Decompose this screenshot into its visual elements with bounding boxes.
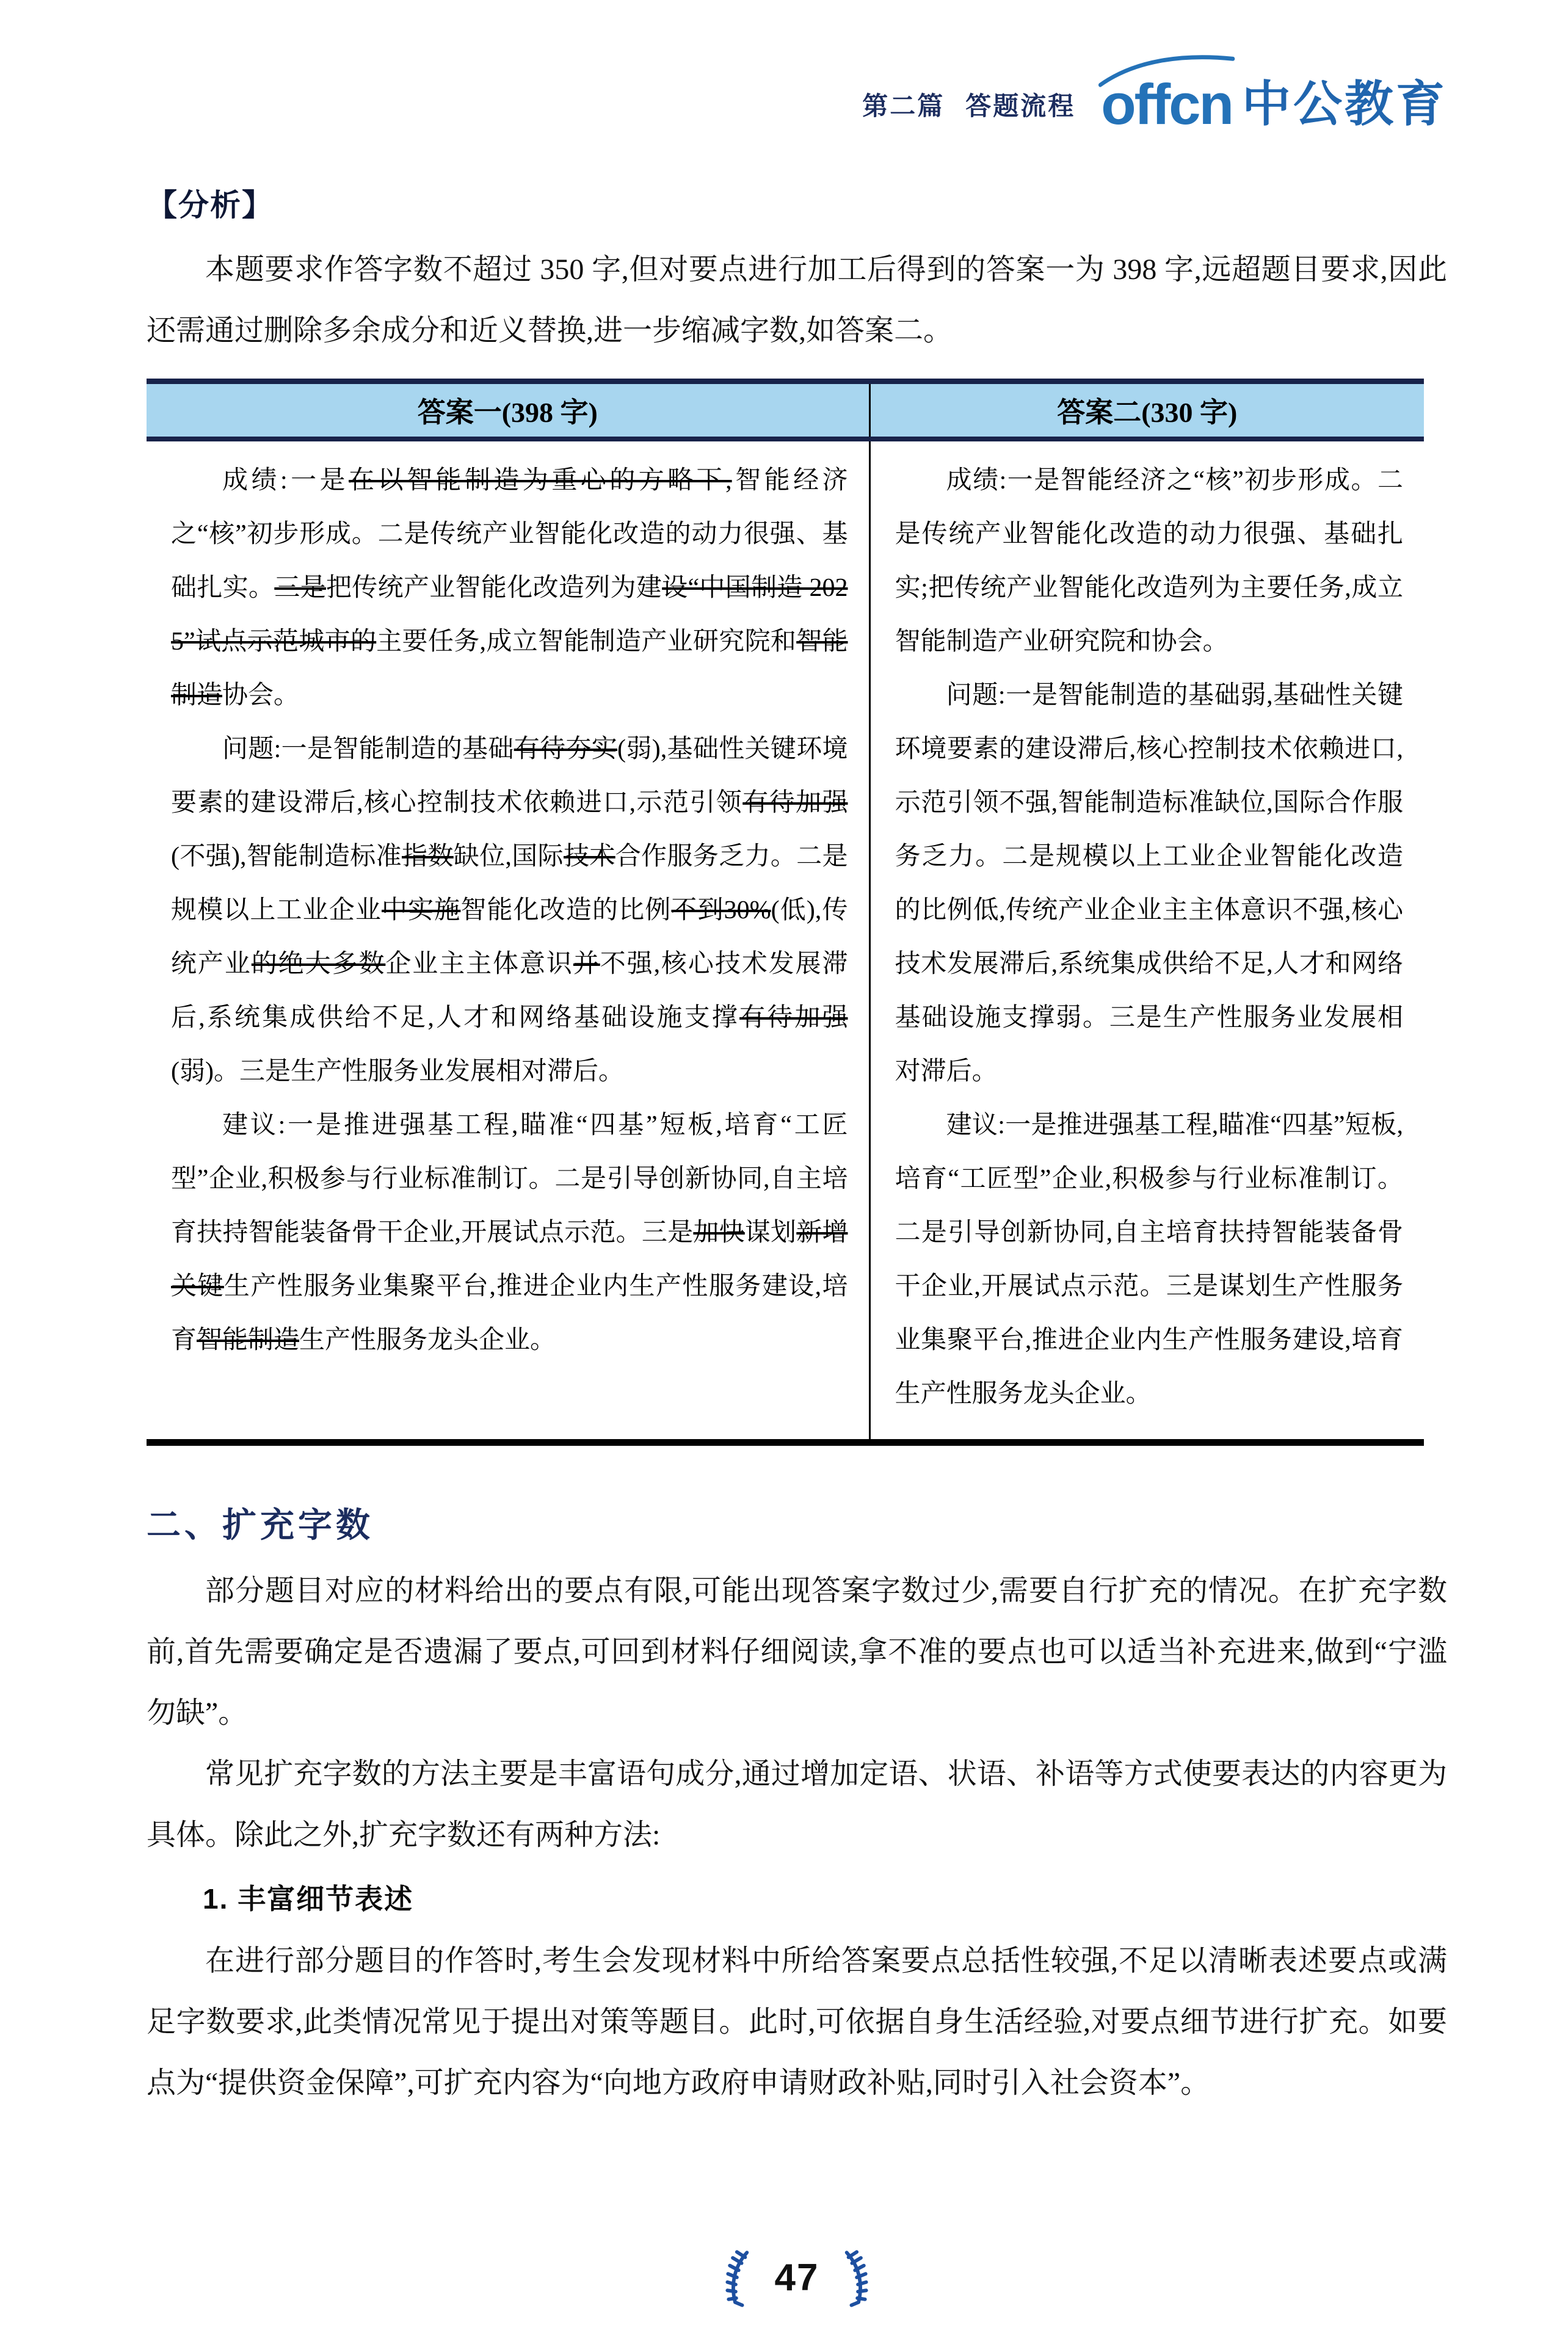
answer-text: 建议:一是推进强基工程,瞄准“四基”短板,培育“工匠型”企业,积极参与行业标准制订。二是引导创新协同,自主培育扶持智能装备骨干企业,开展试点示范。三是 bbox=[171, 1111, 848, 1247]
deleted-text: 三是 bbox=[274, 573, 326, 602]
answer-text: 成绩:一是 bbox=[222, 466, 349, 495]
section-paragraph-3: 在进行部分题目的作答时,考生会发现材料中所给答案要点总括性较强,不足以清晰表述要点或满足字数要求,此类情况常见于提出对策等题目。此时,可依据自身生活经验,对要点细节进行扩充。如要点为“提供资金保障”,可扩充内容为“向地方政府申请财政补贴,同时引入社会资本”。 bbox=[147, 1944, 1447, 2099]
deleted-text: 智能制造 bbox=[197, 1326, 300, 1354]
deleted-text: 有待加强 bbox=[742, 788, 848, 817]
section-heading: 二、扩充字数 bbox=[147, 1505, 374, 1544]
brand-logo bbox=[1101, 72, 1447, 136]
table-header-answer2: 答案二(330 字) bbox=[869, 382, 1424, 439]
offcn-logo bbox=[1101, 72, 1232, 136]
table-body-row bbox=[147, 439, 1424, 1443]
deleted-text: 中实施 bbox=[382, 896, 461, 924]
answer-text: 智能化改造的比例 bbox=[460, 896, 672, 924]
answer-text: (不强),智能制造标准 bbox=[171, 842, 402, 871]
analysis-heading: 【分析】 bbox=[147, 188, 274, 222]
deleted-text: 技术 bbox=[563, 842, 615, 871]
answers-comparison-table bbox=[147, 379, 1424, 1446]
running-head bbox=[147, 68, 1447, 140]
answer-paragraph bbox=[895, 1098, 1403, 1421]
deleted-text: 并 bbox=[573, 949, 600, 978]
section-paragraph-2: 常见扩充字数的方法主要是丰富语句成分,通过增加定语、状语、补语等方式使要表达的内容更为具体。除此之外,扩充字数还有两种方法: bbox=[147, 1757, 1447, 1851]
deleted-text: 不到30% bbox=[671, 896, 771, 924]
deleted-text: 加快 bbox=[693, 1218, 745, 1247]
table-header-answer1: 答案一(398 字) bbox=[147, 382, 869, 439]
swoosh-icon bbox=[1098, 53, 1235, 89]
chapter-label: 第二篇 bbox=[862, 92, 945, 120]
chapter-title: 答题流程 bbox=[965, 92, 1076, 120]
answer-paragraph bbox=[895, 454, 1403, 669]
answer-text: (弱)。三是生产性服务业发展相对滞后。 bbox=[171, 1057, 624, 1086]
answer-text: 问题:一是智能制造的基础弱,基础性关键环境要素的建设滞后,核心控制技术依赖进口,示范引领不强,智能制造标准缺位,国际合作服务乏力。二是规模以上工业企业智能化改造的比例低,传统产业企业主主体意识不强,核心技术发展滞后,系统集成供给不足,人才和网络基础设施支撑弱。三是生产性服务业发展相对滞后。 bbox=[895, 681, 1403, 1086]
answer-text: 生产性服务业集聚平台,推进企业内生产性服务建设,培育 bbox=[171, 1272, 848, 1354]
answer-text: 主要任务,成立智能制造产业研究院和 bbox=[376, 627, 797, 656]
answer-paragraph bbox=[895, 669, 1403, 1098]
answer-text: 问题:一是智能制造的基础 bbox=[222, 735, 514, 763]
answer-text: 不强,核心技术发展滞后,系统集成供给不足,人才和网络基础设施支撑 bbox=[171, 949, 848, 1032]
chapter-breadcrumb bbox=[862, 86, 1075, 123]
answer-text: 成绩:一是智能经济之“核”初步形成。二是传统产业智能化改造的动力很强、基础扎实;把传统产业智能化改造列为主要任务,成立智能制造产业研究院和协会。 bbox=[895, 466, 1403, 656]
sub-heading-enrich-details: 1. 丰富细节表述 bbox=[203, 1882, 414, 1915]
deleted-text: 有待夯实 bbox=[514, 735, 618, 763]
deleted-text: 的绝大多数 bbox=[251, 949, 386, 978]
answer2-cell bbox=[869, 439, 1424, 1443]
table-header-row bbox=[147, 382, 1424, 439]
answer-text: 缺位,国际 bbox=[453, 842, 564, 871]
laurel-right-icon bbox=[841, 2247, 879, 2308]
answer-text: 合作服务乏力。二是规模以上工业企业 bbox=[171, 842, 848, 924]
deleted-text: 设“中国制造 2025”试点示范城市的 bbox=[171, 573, 848, 656]
deleted-text: 有待加强 bbox=[739, 1003, 848, 1032]
answer-text: 智能经济之“核”初步形成。二是传统产业智能化改造的动力很强、基础扎实。 bbox=[171, 466, 848, 602]
answer-text: 谋划 bbox=[744, 1218, 797, 1247]
section-paragraph-1: 部分题目对应的材料给出的要点有限,可能出现答案字数过少,需要自行扩充的情况。在扩充字数前,首先需要确定是否遗漏了要点,可回到材料仔细阅读,拿不准的要点也可以适当补充进来,做到“宁滥勿缺”。 bbox=[147, 1574, 1447, 1729]
page-footer bbox=[147, 2229, 1447, 2308]
offcn-wordmark: offcn bbox=[1101, 72, 1232, 136]
answer1-cell bbox=[147, 439, 869, 1443]
deleted-text: 指数 bbox=[402, 842, 454, 871]
laurel-left-icon bbox=[715, 2247, 753, 2308]
answer-paragraph bbox=[171, 454, 848, 722]
answer-paragraph bbox=[171, 722, 848, 1098]
brand-cn-wordmark: 中公教育 bbox=[1242, 77, 1447, 131]
answer-paragraph bbox=[171, 1098, 848, 1367]
answer-text: 建议:一是推进强基工程,瞄准“四基”短板,培育“工匠型”企业,积极参与行业标准制订。二是引导创新协同,自主培育扶持智能装备骨干企业,开展试点示范。三是谋划生产性服务业集聚平台,推进企业内生产性服务建设,培育生产性服务龙头企业。 bbox=[895, 1111, 1403, 1408]
analysis-intro-paragraph: 本题要求作答字数不超过 350 字,但对要点进行加工后得到的答案一为 398 字,远超题目要求,因此还需通过删除多余成分和近义替换,进一步缩减字数,如答案二。 bbox=[147, 253, 1447, 347]
answer-text: (低),传统产业 bbox=[171, 896, 848, 978]
deleted-text: 新增关键 bbox=[171, 1218, 848, 1300]
answer-text: 协会。 bbox=[222, 681, 300, 709]
answer-text: 生产性服务龙头企业。 bbox=[299, 1326, 556, 1354]
deleted-text: 在以智能制造为重心的方略下, bbox=[349, 466, 732, 495]
answer-text: 企业主主体意识 bbox=[385, 949, 573, 978]
page-number: 47 bbox=[774, 2256, 819, 2299]
answer-text: 把传统产业智能化改造列为建 bbox=[325, 573, 662, 602]
answer-text: (弱),基础性关键环境要素的建设滞后,核心控制技术依赖进口,示范引领 bbox=[171, 735, 848, 817]
deleted-text: 智能制造 bbox=[171, 627, 848, 709]
